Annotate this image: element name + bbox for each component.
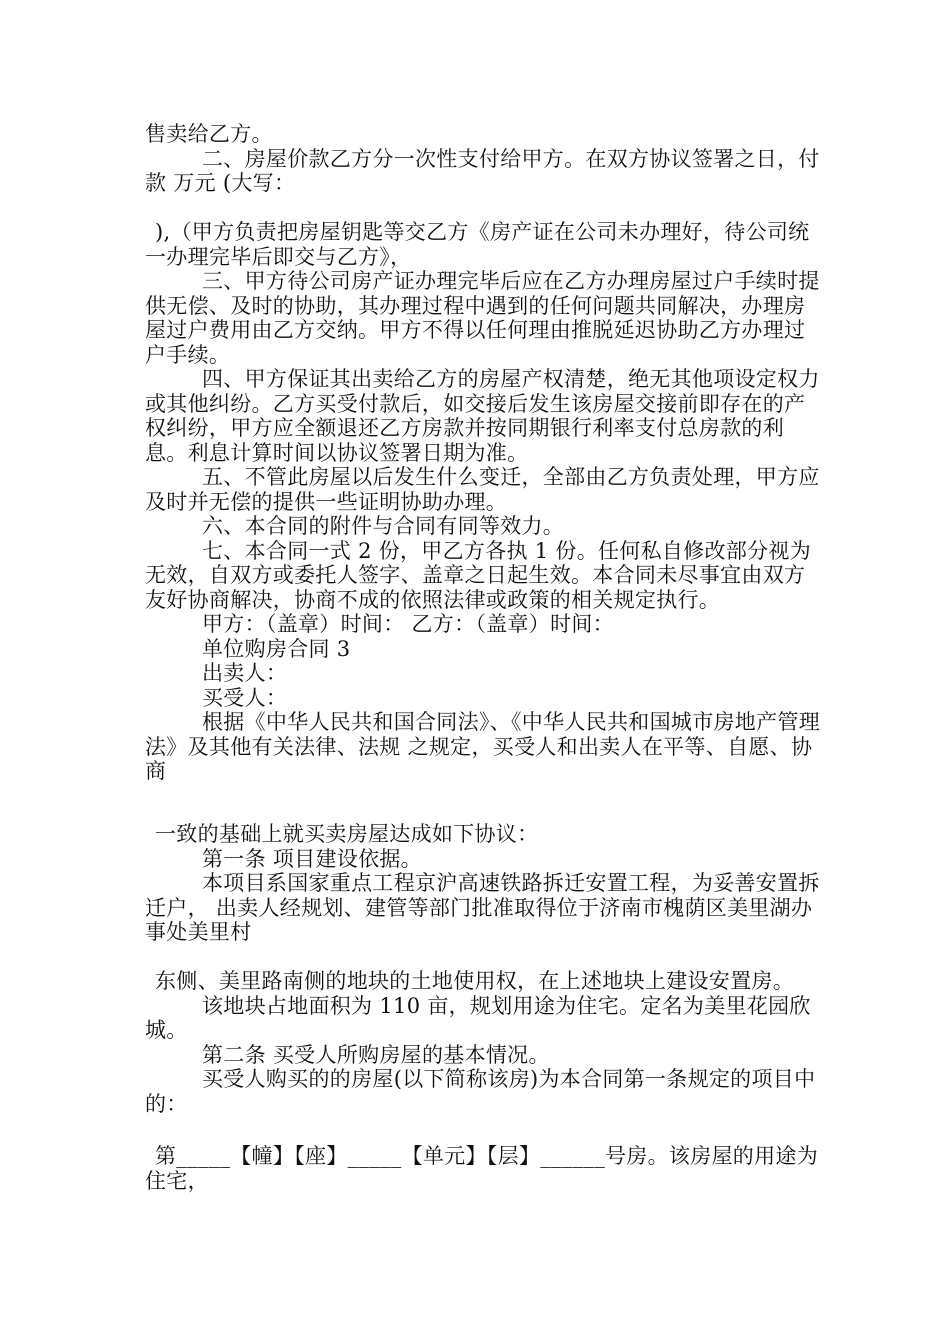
paragraph: 六、本合同的附件与合同有同等效力。 bbox=[202, 514, 565, 538]
paragraph: 四、甲方保证其出卖给乙方的房屋产权清楚，绝无其他项设定权力或其他纠纷。乙方买受付款后，如交接后发生该房屋交接前即存在的产权纠纷，甲方应全额退还乙方房款并按同期银行利率支付总房款的利息。利息计算时间以协议签署日期为准。 bbox=[145, 367, 820, 465]
paragraph: 根据《中华人民共和国合同法》、《中华人民共和国城市房地产管理法》及其他有关法律、法规 之规定，买受人和出卖人在平等、自愿、协商 bbox=[145, 710, 820, 783]
paragraph: 该地块占地面积为 110 亩，规划用途为住宅。定名为美里花园欣城。 bbox=[145, 993, 811, 1042]
text-block-4 bbox=[145, 1144, 825, 1193]
seller-field: 出卖人： bbox=[202, 661, 288, 685]
paragraph: ),（甲方负责把房屋钥匙等交乙方《房产证在公司未办理好，待公司统一办理完毕后即交与乙方》， bbox=[145, 220, 810, 269]
paragraph: 售卖给乙方。 bbox=[145, 122, 273, 146]
paragraph: 本项目系国家重点工程京沪高速铁路拆迁安置工程，为妥善安置拆迁户， 出卖人经规划、建管等部门批准取得位于济南市槐荫区美里湖办事处美里村 bbox=[145, 871, 820, 944]
buyer-field: 买受人： bbox=[202, 685, 288, 710]
paragraph: 东侧、美里路南侧的地块的土地使用权，在上述地块上建设安置房。 bbox=[155, 969, 794, 993]
text-block-2 bbox=[145, 822, 825, 945]
paragraph: 三、甲方待公司房产证办理完毕后应在乙方办理房屋过户手续时提供无偿、及时的协助，其办理过程中遇到的任何问题共同解决，办理房屋过户费用由乙方交纳。甲方不得以任何理由推脱延迟协助乙方办理过户手续。 bbox=[145, 269, 820, 367]
section-title: 单位购房合同 3 bbox=[202, 636, 351, 661]
text-block-1 bbox=[145, 122, 825, 784]
paragraph: 五、不管此房屋以后发生什么变迁，全部由乙方负责处理，甲方应及时并无偿的提供一些证明协助办理。 bbox=[145, 465, 820, 514]
paragraph: 第_____【幢】【座】_____【单元】【层】______号房。该房屋的用途为住宅， bbox=[145, 1144, 818, 1193]
article-heading: 第二条 买受人所购房屋的基本情况。 bbox=[202, 1042, 550, 1067]
paragraph: 买受人购买的的房屋(以下简称该房)为本合同第一条规定的项目中的： bbox=[145, 1067, 816, 1116]
paragraph: 七、本合同一式 2 份，甲乙方各执 1 份。任何私自修改部分视为无效，自双方或委托人签字、盖章之日起生效。本合同未尽事宜由双方友好协商解决，协商不成的依照法律或政策的相关规定执行。 bbox=[145, 538, 812, 612]
text-block-3 bbox=[145, 969, 825, 1116]
article-heading: 第一条 项目建设依据。 bbox=[202, 846, 422, 871]
signature-line: 甲方：（盖章）时间： 乙方：（盖章）时间： bbox=[202, 612, 614, 636]
paragraph: 二、房屋价款乙方分一次性支付给甲方。在双方协议签署之日，付款 万元 (大写： bbox=[145, 146, 820, 195]
paragraph: 一致的基础上就买卖房屋达成如下协议： bbox=[155, 822, 539, 846]
blank-line bbox=[145, 196, 825, 221]
